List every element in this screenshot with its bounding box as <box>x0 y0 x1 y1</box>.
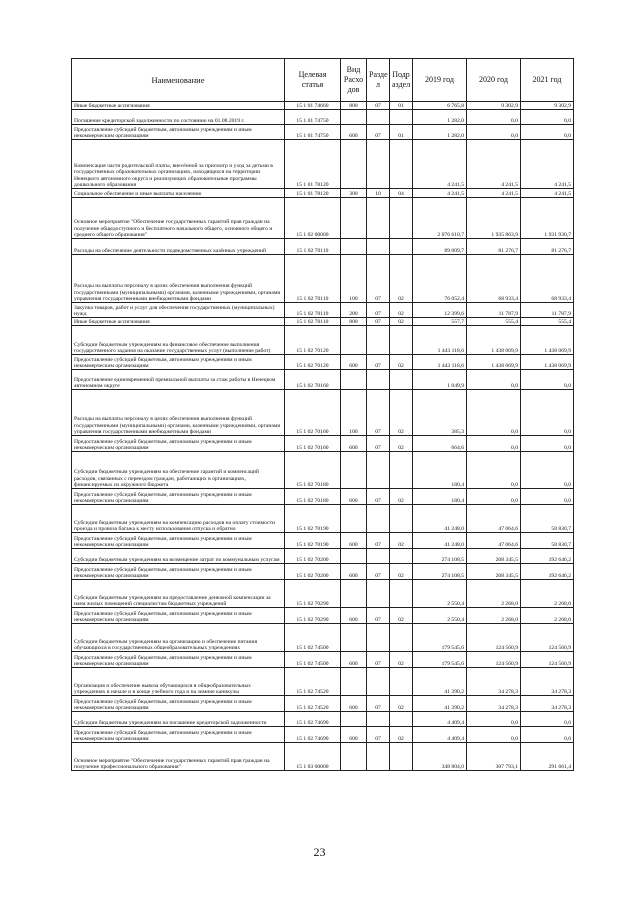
cell-2019: 4 409,4 <box>413 727 467 743</box>
cell-kind: 100 <box>341 255 367 303</box>
cell-subsection <box>390 110 413 125</box>
cell-target: 15 1 02 70160 <box>285 370 341 390</box>
cell-target: 15 1 02 70160 <box>285 390 341 436</box>
cell-name: Субсидии бюджетным учреждениям на возмещение затрат по коммунальным услугам <box>72 549 285 564</box>
cell-target: 15 1 03 00000 <box>285 743 341 771</box>
cell-target: 15 1 02 74500 <box>285 624 341 652</box>
cell-kind: 800 <box>341 102 367 110</box>
cell-2020: 4 241,5 <box>467 140 521 189</box>
cell-kind: 600 <box>341 125 367 140</box>
cell-2021: 0,0 <box>521 125 574 140</box>
cell-name: Предоставление субсидий бюджетным, автономным учреждениям и иным некоммерческим организациям <box>72 727 285 743</box>
cell-name: Субсидии бюджетным учреждениям на обеспечение гарантий и компенсаций расходов, связанных с переездом граждан, работающих в организациях, финансируемых из окружного бюджета <box>72 452 285 489</box>
cell-section <box>367 505 390 533</box>
cell-2021: 0,0 <box>521 452 574 489</box>
cell-2021: 0,0 <box>521 436 574 452</box>
cell-name: Основное мероприятие "Обеспечение государственных гарантий прав граждан на получение общедоступного и бесплатного начального общего, основного общего и среднего общего образования" <box>72 198 285 239</box>
cell-subsection: 02 <box>390 696 413 712</box>
cell-name: Предоставление субсидий бюджетным, автономным учреждениям и иным некоммерческим организациям <box>72 489 285 505</box>
cell-target: 15 1 02 70110 <box>285 318 341 326</box>
cell-subsection: 02 <box>390 564 413 580</box>
cell-2020: 0,0 <box>467 712 521 727</box>
col-header-2020: 2020 год <box>467 59 521 102</box>
cell-2019: 4 241,5 <box>413 189 467 198</box>
cell-2021: 192 646,2 <box>521 564 574 580</box>
cell-2020: 208 345,5 <box>467 564 521 580</box>
cell-section <box>367 370 390 390</box>
cell-subsection <box>390 326 413 355</box>
cell-section: 07 <box>367 489 390 505</box>
cell-2020: 1 935 863,9 <box>467 198 521 239</box>
cell-2021: 1 438 069,9 <box>521 355 574 370</box>
table-row <box>72 668 574 696</box>
cell-name: Предоставление субсидий бюджетным, автономным учреждениям и иным некоммерческим организациям <box>72 436 285 452</box>
cell-2019: 41 390,2 <box>413 668 467 696</box>
cell-kind <box>341 198 367 239</box>
table-header-row <box>72 59 574 102</box>
cell-2020: 0,0 <box>467 436 521 452</box>
cell-2019: 179 545,6 <box>413 652 467 668</box>
cell-kind <box>341 110 367 125</box>
cell-2019: 41 248,0 <box>413 533 467 549</box>
table-row <box>72 743 574 771</box>
cell-section: 07 <box>367 652 390 668</box>
cell-2019: 2 550,4 <box>413 608 467 624</box>
cell-name: Расходы на выплаты персоналу в целях обеспечения выполнения функций государственными (муниципальными) органами, казенными учреждениями, органами управления государственными внебюджетными фондами <box>72 255 285 303</box>
cell-target: 15 1 02 70190 <box>285 505 341 533</box>
cell-subsection <box>390 668 413 696</box>
budget-table-sheet <box>71 58 573 771</box>
cell-kind: 600 <box>341 564 367 580</box>
cell-section: 07 <box>367 564 390 580</box>
cell-subsection <box>390 370 413 390</box>
cell-target: 15 1 02 70120 <box>285 355 341 370</box>
cell-subsection <box>390 452 413 489</box>
cell-kind <box>341 370 367 390</box>
cell-section <box>367 326 390 355</box>
cell-2020: 1 438 069,9 <box>467 355 521 370</box>
cell-2020: 4 241,5 <box>467 189 521 198</box>
cell-subsection: 02 <box>390 255 413 303</box>
cell-name: Предоставление субсидий бюджетным, автономным учреждениям и иным некоммерческим организациям <box>72 533 285 549</box>
col-header-name: Наименование <box>72 59 285 102</box>
table-row <box>72 608 574 624</box>
cell-2020: 34 278,3 <box>467 696 521 712</box>
table-row <box>72 564 574 580</box>
cell-2019: 385,3 <box>413 390 467 436</box>
cell-2020: 0,0 <box>467 110 521 125</box>
cell-subsection: 02 <box>390 318 413 326</box>
cell-section: 07 <box>367 436 390 452</box>
cell-name: Расходы на обеспечение деятельности подведомственных казённых учреждений <box>72 239 285 255</box>
table-row <box>72 140 574 189</box>
cell-2019: 1 443 118,6 <box>413 355 467 370</box>
cell-section: 07 <box>367 102 390 110</box>
cell-section <box>367 110 390 125</box>
cell-2019: 179 545,6 <box>413 624 467 652</box>
cell-2019: 180,4 <box>413 452 467 489</box>
cell-kind <box>341 743 367 771</box>
cell-2020: 0,0 <box>467 452 521 489</box>
cell-name: Предоставление субсидий бюджетным, автономным учреждениям и иным некоммерческим организациям <box>72 696 285 712</box>
cell-2020: 208 345,5 <box>467 549 521 564</box>
table-row <box>72 652 574 668</box>
table-row <box>72 102 574 110</box>
table-row <box>72 505 574 533</box>
cell-subsection: 02 <box>390 390 413 436</box>
table-row <box>72 125 574 140</box>
cell-subsection: 02 <box>390 355 413 370</box>
cell-target: 15 1 02 00000 <box>285 198 341 239</box>
table-row <box>72 549 574 564</box>
cell-2021: 124 560,9 <box>521 624 574 652</box>
table-row <box>72 198 574 239</box>
cell-target: 15 1 02 74520 <box>285 696 341 712</box>
cell-2019: 76 052,4 <box>413 255 467 303</box>
cell-subsection: 02 <box>390 303 413 318</box>
cell-2021: 2 268,0 <box>521 580 574 608</box>
cell-target: 15 1 01 78120 <box>285 140 341 189</box>
cell-2021: 0,0 <box>521 712 574 727</box>
table-row <box>72 318 574 326</box>
cell-name: Погашение кредиторской задолженности по состоянию на 01.08.2019 г. <box>72 110 285 125</box>
cell-2021: 2 268,0 <box>521 608 574 624</box>
cell-section: 07 <box>367 318 390 326</box>
cell-section: 07 <box>367 727 390 743</box>
cell-name: Иные бюджетные ассигнования <box>72 318 285 326</box>
cell-target: 15 1 01 74750 <box>285 125 341 140</box>
cell-section: 07 <box>367 390 390 436</box>
cell-section <box>367 668 390 696</box>
cell-2021: 11 787,9 <box>521 303 574 318</box>
cell-2019: 41 390,2 <box>413 696 467 712</box>
cell-section <box>367 712 390 727</box>
cell-kind <box>341 140 367 189</box>
cell-2021: 4 241,5 <box>521 189 574 198</box>
cell-subsection <box>390 712 413 727</box>
cell-section: 07 <box>367 608 390 624</box>
cell-name: Субсидии бюджетным учреждениям на предоставление денежной компенсации за наем жилых помещений специалистам бюджетных учреждений <box>72 580 285 608</box>
cell-section: 10 <box>367 189 390 198</box>
cell-name: Предоставление субсидий бюджетным, автономным учреждениям и иным некоммерческим организациям <box>72 652 285 668</box>
cell-2020: 0,0 <box>467 390 521 436</box>
cell-section <box>367 198 390 239</box>
cell-kind <box>341 239 367 255</box>
cell-name: Предоставление субсидий бюджетным, автономным учреждениям и иным некоммерческим организациям <box>72 355 285 370</box>
table-row <box>72 390 574 436</box>
cell-target: 15 1 02 70120 <box>285 326 341 355</box>
cell-name: Компенсация части родительской платы, внесённой за присмотр и уход за детьми в государственных образовательных организациях, находящихся на территории Ненецкого автономного округа и реализующих образовательные программы дошкольного образования <box>72 140 285 189</box>
cell-name: Предоставление субсидий бюджетным, автономным учреждениям и иным некоммерческим организациям <box>72 125 285 140</box>
cell-2020: 307 793,1 <box>467 743 521 771</box>
cell-section <box>367 549 390 564</box>
cell-2021: 555,4 <box>521 318 574 326</box>
cell-2020: 0,0 <box>467 125 521 140</box>
cell-2020: 0,0 <box>467 370 521 390</box>
col-header-2021: 2021 год <box>521 59 574 102</box>
cell-subsection: 02 <box>390 489 413 505</box>
table-row <box>72 580 574 608</box>
cell-section: 07 <box>367 533 390 549</box>
cell-2021: 0,0 <box>521 390 574 436</box>
cell-2019: 1 282,0 <box>413 110 467 125</box>
cell-subsection: 02 <box>390 608 413 624</box>
cell-section: 07 <box>367 303 390 318</box>
cell-2019: 1 049,9 <box>413 370 467 390</box>
cell-name: Субсидии бюджетным учреждениям на компенсацию расходов на оплату стоимости проезда и провоза багажа к месту использования отпуска и обратно <box>72 505 285 533</box>
cell-2019: 89 009,7 <box>413 239 467 255</box>
cell-2021: 0,0 <box>521 370 574 390</box>
cell-subsection: 02 <box>390 436 413 452</box>
cell-subsection: 02 <box>390 727 413 743</box>
cell-2020: 9 302,9 <box>467 102 521 110</box>
cell-2019: 6 765,8 <box>413 102 467 110</box>
table-body <box>72 102 574 771</box>
cell-kind: 100 <box>341 390 367 436</box>
cell-2019: 1 443 118,6 <box>413 326 467 355</box>
cell-section <box>367 140 390 189</box>
cell-2021: 68 933,4 <box>521 255 574 303</box>
cell-2020: 47 064,6 <box>467 505 521 533</box>
cell-kind: 600 <box>341 355 367 370</box>
cell-kind: 600 <box>341 696 367 712</box>
cell-target: 15 1 02 70180 <box>285 489 341 505</box>
cell-name: Закупка товаров, работ и услуг для обеспечения государственных (муниципальных) нужд <box>72 303 285 318</box>
cell-2020: 2 268,0 <box>467 608 521 624</box>
cell-subsection <box>390 624 413 652</box>
cell-2019: 348 804,0 <box>413 743 467 771</box>
cell-2021: 0,0 <box>521 727 574 743</box>
cell-subsection <box>390 505 413 533</box>
cell-name: Субсидии бюджетным учреждениям на финансовое обеспечение выполнения государственного задания на оказание государственных услуг (выполнение работ) <box>72 326 285 355</box>
cell-2019: 664,6 <box>413 436 467 452</box>
cell-name: Предоставление субсидий бюджетным, автономным учреждениям и иным некоммерческим организациям <box>72 608 285 624</box>
cell-2021: 58 830,7 <box>521 533 574 549</box>
cell-2019: 1 282,0 <box>413 125 467 140</box>
cell-2020: 34 278,3 <box>467 668 521 696</box>
cell-target: 15 1 02 74690 <box>285 712 341 727</box>
cell-2019: 2 550,4 <box>413 580 467 608</box>
table-row <box>72 110 574 125</box>
table-row <box>72 303 574 318</box>
cell-2021: 124 560,9 <box>521 652 574 668</box>
cell-2020: 81 276,7 <box>467 239 521 255</box>
cell-subsection <box>390 198 413 239</box>
cell-subsection <box>390 580 413 608</box>
cell-2020: 68 933,4 <box>467 255 521 303</box>
cell-target: 15 1 02 74500 <box>285 652 341 668</box>
cell-target: 15 1 01 74750 <box>285 110 341 125</box>
col-header-section: Разде л <box>367 59 390 102</box>
cell-subsection: 02 <box>390 652 413 668</box>
cell-name: Организация и обеспечение вывоза обучающихся в общеобразовательных учреждениях в начале и в конце учебного года и на зимние каникулы <box>72 668 285 696</box>
cell-kind <box>341 624 367 652</box>
cell-target: 15 1 01 74660 <box>285 102 341 110</box>
cell-2019: 274 108,5 <box>413 549 467 564</box>
cell-kind <box>341 712 367 727</box>
cell-2021: 1 931 930,7 <box>521 198 574 239</box>
table-row <box>72 355 574 370</box>
cell-2020: 2 268,0 <box>467 580 521 608</box>
cell-target: 15 1 02 70110 <box>285 239 341 255</box>
cell-2019: 12 399,6 <box>413 303 467 318</box>
cell-2021: 34 278,3 <box>521 668 574 696</box>
col-header-2019: 2019 год <box>413 59 467 102</box>
cell-2020: 124 560,9 <box>467 624 521 652</box>
cell-name: Расходы на выплаты персоналу в целях обеспечения выполнения функций государственными (муниципальными) органами, казенными учреждениями, органами управления государственными внебюджетными фондами <box>72 390 285 436</box>
cell-subsection: 01 <box>390 125 413 140</box>
cell-2021: 1 438 069,9 <box>521 326 574 355</box>
cell-2019: 4 409,4 <box>413 712 467 727</box>
cell-kind <box>341 326 367 355</box>
cell-name: Предоставление субсидий бюджетным, автономным учреждениям и иным некоммерческим организациям <box>72 564 285 580</box>
cell-kind: 200 <box>341 303 367 318</box>
cell-kind: 600 <box>341 489 367 505</box>
table-row <box>72 452 574 489</box>
cell-section <box>367 743 390 771</box>
cell-name: Основное мероприятие "Обеспечение государственных гарантий прав граждан на получение профессионального образования" <box>72 743 285 771</box>
col-header-target: Целевая статья <box>285 59 341 102</box>
cell-2021: 4 241,5 <box>521 140 574 189</box>
table-row <box>72 370 574 390</box>
cell-section: 07 <box>367 355 390 370</box>
cell-section: 07 <box>367 125 390 140</box>
cell-2019: 4 241,5 <box>413 140 467 189</box>
cell-target: 15 1 01 78120 <box>285 189 341 198</box>
cell-target: 15 1 02 74520 <box>285 668 341 696</box>
cell-target: 15 1 02 70290 <box>285 608 341 624</box>
cell-kind: 600 <box>341 727 367 743</box>
cell-section <box>367 239 390 255</box>
cell-2020: 0,0 <box>467 489 521 505</box>
cell-target: 15 1 02 70200 <box>285 564 341 580</box>
cell-subsection <box>390 549 413 564</box>
cell-section: 07 <box>367 255 390 303</box>
cell-section <box>367 624 390 652</box>
cell-subsection <box>390 743 413 771</box>
cell-subsection: 02 <box>390 533 413 549</box>
cell-kind <box>341 580 367 608</box>
table-row <box>72 489 574 505</box>
cell-name: Субсидии бюджетным учреждениям на погашение кредиторской задолженности <box>72 712 285 727</box>
cell-2021: 291 661,4 <box>521 743 574 771</box>
table-row <box>72 189 574 198</box>
cell-kind <box>341 668 367 696</box>
cell-2020: 124 560,9 <box>467 652 521 668</box>
col-header-subsection: Подр аздел <box>390 59 413 102</box>
cell-2021: 58 830,7 <box>521 505 574 533</box>
cell-name: Социальное обеспечение и иные выплаты населению <box>72 189 285 198</box>
cell-target: 15 1 02 70200 <box>285 549 341 564</box>
cell-2021: 0,0 <box>521 489 574 505</box>
cell-target: 15 1 02 74690 <box>285 727 341 743</box>
col-header-kind: Вид Расхо дов <box>341 59 367 102</box>
cell-2020: 0,0 <box>467 727 521 743</box>
cell-target: 15 1 02 70180 <box>285 452 341 489</box>
table-row <box>72 712 574 727</box>
table-row <box>72 727 574 743</box>
cell-2020: 1 438 069,9 <box>467 326 521 355</box>
table-row <box>72 326 574 355</box>
cell-name: Предоставление единовременной премиальной выплаты за стаж работы в Ненецком автономном округе <box>72 370 285 390</box>
cell-target: 15 1 02 70110 <box>285 255 341 303</box>
cell-2020: 47 064,6 <box>467 533 521 549</box>
table-row <box>72 239 574 255</box>
cell-kind: 300 <box>341 189 367 198</box>
cell-2021: 0,0 <box>521 110 574 125</box>
budget-table <box>71 58 574 771</box>
cell-kind <box>341 505 367 533</box>
table-row <box>72 436 574 452</box>
cell-2019: 180,4 <box>413 489 467 505</box>
cell-subsection: 01 <box>390 102 413 110</box>
cell-2019: 274 108,5 <box>413 564 467 580</box>
cell-2020: 11 787,9 <box>467 303 521 318</box>
cell-kind: 600 <box>341 652 367 668</box>
cell-2019: 41 248,0 <box>413 505 467 533</box>
cell-2021: 81 276,7 <box>521 239 574 255</box>
cell-subsection: 04 <box>390 189 413 198</box>
cell-name: Иные бюджетные ассигнования <box>72 102 285 110</box>
cell-section <box>367 452 390 489</box>
cell-2019: 2 076 610,7 <box>413 198 467 239</box>
table-row <box>72 696 574 712</box>
cell-subsection <box>390 140 413 189</box>
cell-2021: 9 302,9 <box>521 102 574 110</box>
cell-target: 15 1 02 70160 <box>285 436 341 452</box>
cell-target: 15 1 02 70290 <box>285 580 341 608</box>
cell-subsection <box>390 239 413 255</box>
cell-target: 15 1 02 70190 <box>285 533 341 549</box>
page-number: 23 <box>313 845 326 859</box>
cell-name: Субсидии бюджетным учреждениям на организацию и обеспечение питания обучающихся в государственных общеобразовательных учреждениях <box>72 624 285 652</box>
cell-2020: 555,4 <box>467 318 521 326</box>
table-row <box>72 624 574 652</box>
cell-2019: 557,7 <box>413 318 467 326</box>
cell-2021: 192 646,2 <box>521 549 574 564</box>
cell-kind: 800 <box>341 318 367 326</box>
cell-section <box>367 580 390 608</box>
cell-section: 07 <box>367 696 390 712</box>
cell-kind <box>341 549 367 564</box>
table-row <box>72 533 574 549</box>
cell-target: 15 1 02 70110 <box>285 303 341 318</box>
cell-2021: 34 278,3 <box>521 696 574 712</box>
table-row <box>72 255 574 303</box>
cell-kind: 600 <box>341 533 367 549</box>
cell-kind: 600 <box>341 608 367 624</box>
cell-kind: 600 <box>341 436 367 452</box>
cell-kind <box>341 452 367 489</box>
